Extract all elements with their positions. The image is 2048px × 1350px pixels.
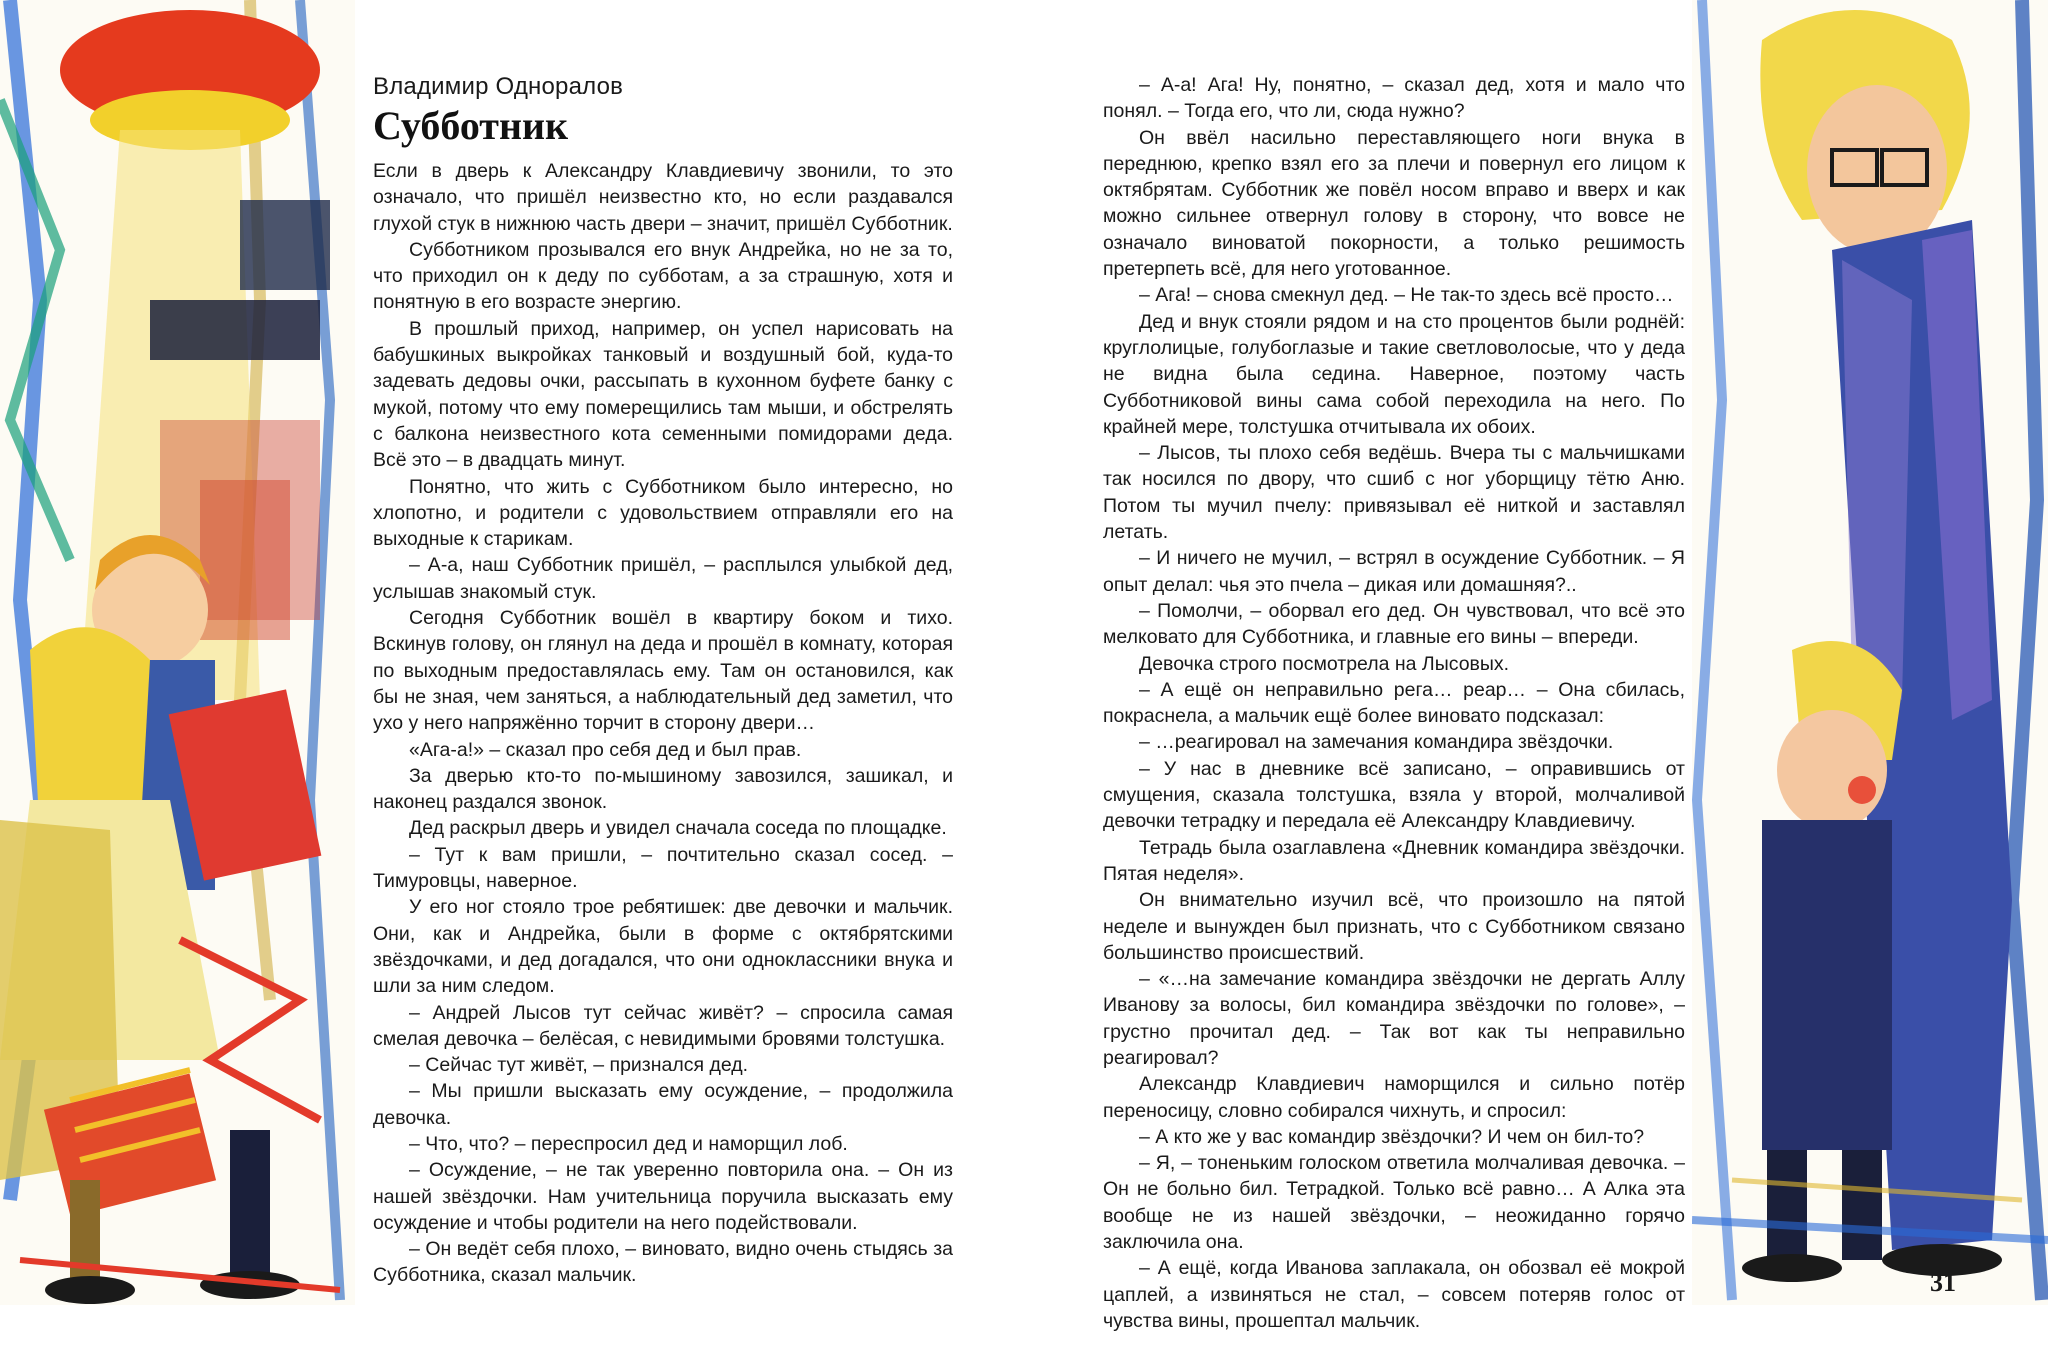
paragraph: Тетрадь была озаглавлена «Дневник командира звёздочки. Пятая неделя». — [1103, 836, 1685, 885]
paragraph: Дед и внук стояли рядом и на сто процентов были роднёй: круглолицые, голубоглазые и такие светловолосые, что у деда не видна была седина. Наверное, поэтому часть Субботниковой вины сама собой переходила на него. По крайней мере, толстушка отчитывала их обоих. — [1103, 310, 1685, 438]
page-number: 31 — [1930, 1268, 1956, 1297]
paragraph: – Осуждение, – не так уверенно повторила она. – Он из нашей звёздочки. Нам учительница поручила высказать ему осуждение и чтобы родители на него подействовали. — [373, 1159, 953, 1234]
paragraph: – Что, что? – переспросил дед и наморщил лоб. — [409, 1132, 848, 1155]
paragraph: У его ног стояло трое ребятишек: две девочки и мальчик. Они, как и Андрейка, были в форме с октябрятскими звёздочками, и дед догадался, что они одноклассники внука и шли за ним следом. — [373, 896, 953, 998]
paragraph: – У нас в дневнике всё записано, – оправившись от смущения, сказала толстушка, взяла у второй, молчаливой девочки тетрадку и передала её Александру Клавдиевичу. — [1103, 757, 1685, 833]
paragraph: – А-а! Ага! Ну, понятно, – сказал дед, хотя и мало что понял. – Тогда его, что ли, сюда нужно? — [1103, 74, 1685, 123]
paragraph: – Тут к вам пришли, – почтительно сказал сосед. – Тимуровцы, наверное. — [373, 843, 953, 893]
paragraph: – И ничего не мучил, – встрял в осуждение Субботник. – Я опыт делал: чья это пчела – дикая или домашняя?.. — [1103, 547, 1685, 596]
crayon-drawing-children — [0, 0, 355, 1305]
author-name: Владимир Однoралов — [373, 73, 624, 100]
right-page-column — [1103, 72, 1685, 1334]
left-page-text — [373, 158, 953, 1289]
paragraph: – «…на замечание командира звёздочки не дергать Аллу Иванову за волосы, бил командира звёздочки по голове», – грустно прочитал дед. – Так вот как ты неправильно реагировал? — [1103, 968, 1685, 1069]
paragraph: – А кто же у вас командир звёздочки? И чем он бил-то? — [1139, 1125, 1645, 1148]
paragraph: – Лысов, ты плохо себя ведёшь. Вчера ты с мальчишками так носился по двору, что сшиб с ног уборщицу тётю Аню. Потом ты мучил пчелу: привязывал её ниткой и заставлял летать. — [1103, 442, 1685, 544]
paragraph: За дверью кто-то по-мышиному завозился, зашикал, и наконец раздался звонок. — [373, 764, 953, 814]
paragraph: В прошлый приход, например, он успел нарисовать на бабушкиных выкройках танковый и воздушный бой, куда-то задевать дедовы очки, рассыпать в кухонном буфете банку с мукой, потому что ему померещились там мыши, и обстрелять с балкона неизвестного кота семенными помидорами деда. Всё это – в двадцать минут. — [373, 317, 953, 472]
paragraph: Если в дверь к Александру Клавдиевичу звонили, то это означало, что пришёл неизвестно кто, но если раздавался глухой стук в нижнюю часть двери – значит, пришёл Субботник. — [373, 160, 953, 235]
paragraph: – Андрей Лысов тут сейчас живёт? – спросила самая смелая девочка – белёсая, с невидимыми бровями толстушка. — [373, 1001, 953, 1050]
paragraph: Сегодня Субботник вошёл в квартиру боком и тихо. Вскинув голову, он глянул на деда и прошёл в комнату, которая по выходным предоставлялась ему. Там он остановился, как бы не зная, чем заняться, а наблюдательный дед заметил, что ухо у него напряжённо торчит в сторону двери… — [373, 607, 953, 735]
paragraph: Субботником прозывался его внук Андрейка, но не за то, что приходил он к деду по субботам, а за страшную, хотя и понятную в его возрасте энергию. — [373, 238, 953, 314]
paragraph: «Ага-а!» – сказал про себя дед и был прав. — [409, 738, 802, 761]
paragraph: – Сейчас тут живёт, – признался дед. — [409, 1054, 749, 1077]
paragraph: – А ещё он неправильно рега… реар… – Она сбилась, покраснела, а мальчик ещё более виновато подсказал: — [1103, 678, 1685, 728]
illustration-grandfather-and-boy — [1692, 0, 2048, 1305]
right-page-text — [1103, 72, 1685, 1334]
paragraph: – …реагировал на замечания командира звёздочки. — [1139, 731, 1614, 754]
paragraph: Понятно, что жить с Субботником было интересно, но хлопотно, и родители с удовольствием отправляли его на выходные к старикам. — [373, 475, 953, 551]
paragraph: Он ввёл насильно переставляющего ноги внука в переднюю, крепко взял его за плечи и повернул его лицом к октябрятам. Субботник же повёл носом вправо и вверх и как можно сильнее отвернул голову в сторону, что вовсе не означало виноватой покорности, а только решимость претерпеть всё, для него уготованное. — [1103, 126, 1685, 281]
paragraph: Он внимательно изучил всё, что произошло на пятой неделе и вынужден был признать, что с Субботником связано большинство происшествий. — [1103, 889, 1685, 964]
paragraph: – А-а, наш Субботник пришёл, – расплылся улыбкой дед, услышав знакомый стук. — [373, 554, 953, 603]
story-title: Субботник — [373, 103, 569, 148]
crayon-drawing-grandfather — [1692, 0, 2048, 1305]
paragraph: – Ага! – снова смекнул дед. – Не так-то здесь всё просто… — [1139, 284, 1674, 307]
left-page-column — [373, 72, 953, 1289]
paragraph: Девочка строго посмотрела на Лысовых. — [1139, 652, 1510, 675]
paragraph: – А ещё, когда Иванова заплакала, он обозвал её мокрой цаплей, а извиняться не стал, – совсем потеряв голос от чувства вины, прошептал мальчик. — [1103, 1257, 1685, 1332]
paragraph: – Помолчи, – оборвал его дед. Он чувствовал, что всё это мелковато для Субботника, и главные его вины – впереди. — [1103, 599, 1685, 649]
paragraph: – Я, – тоненьким голоском ответила молчаливая девочка. – Он не больно бил. Тетрадкой. Только всё равно… А Алка эта вообще не из нашей звёздочки, – неожиданно горячо заключила она. — [1103, 1152, 1685, 1254]
paragraph: Дед раскрыл дверь и увидел сначала соседа по площадке. — [409, 817, 947, 840]
illustration-children-at-door — [0, 0, 355, 1305]
paragraph: Александр Клавдиевич наморщился и сильно потёр переносицу, словно собирался чихнуть, и спросил: — [1103, 1073, 1685, 1122]
paragraph: – Мы пришли высказать ему осуждение, – продолжила девочка. — [373, 1080, 953, 1129]
paragraph: – Он ведёт себя плохо, – виновато, видно очень стыдясь за Субботника, сказал мальчик. — [373, 1238, 953, 1287]
